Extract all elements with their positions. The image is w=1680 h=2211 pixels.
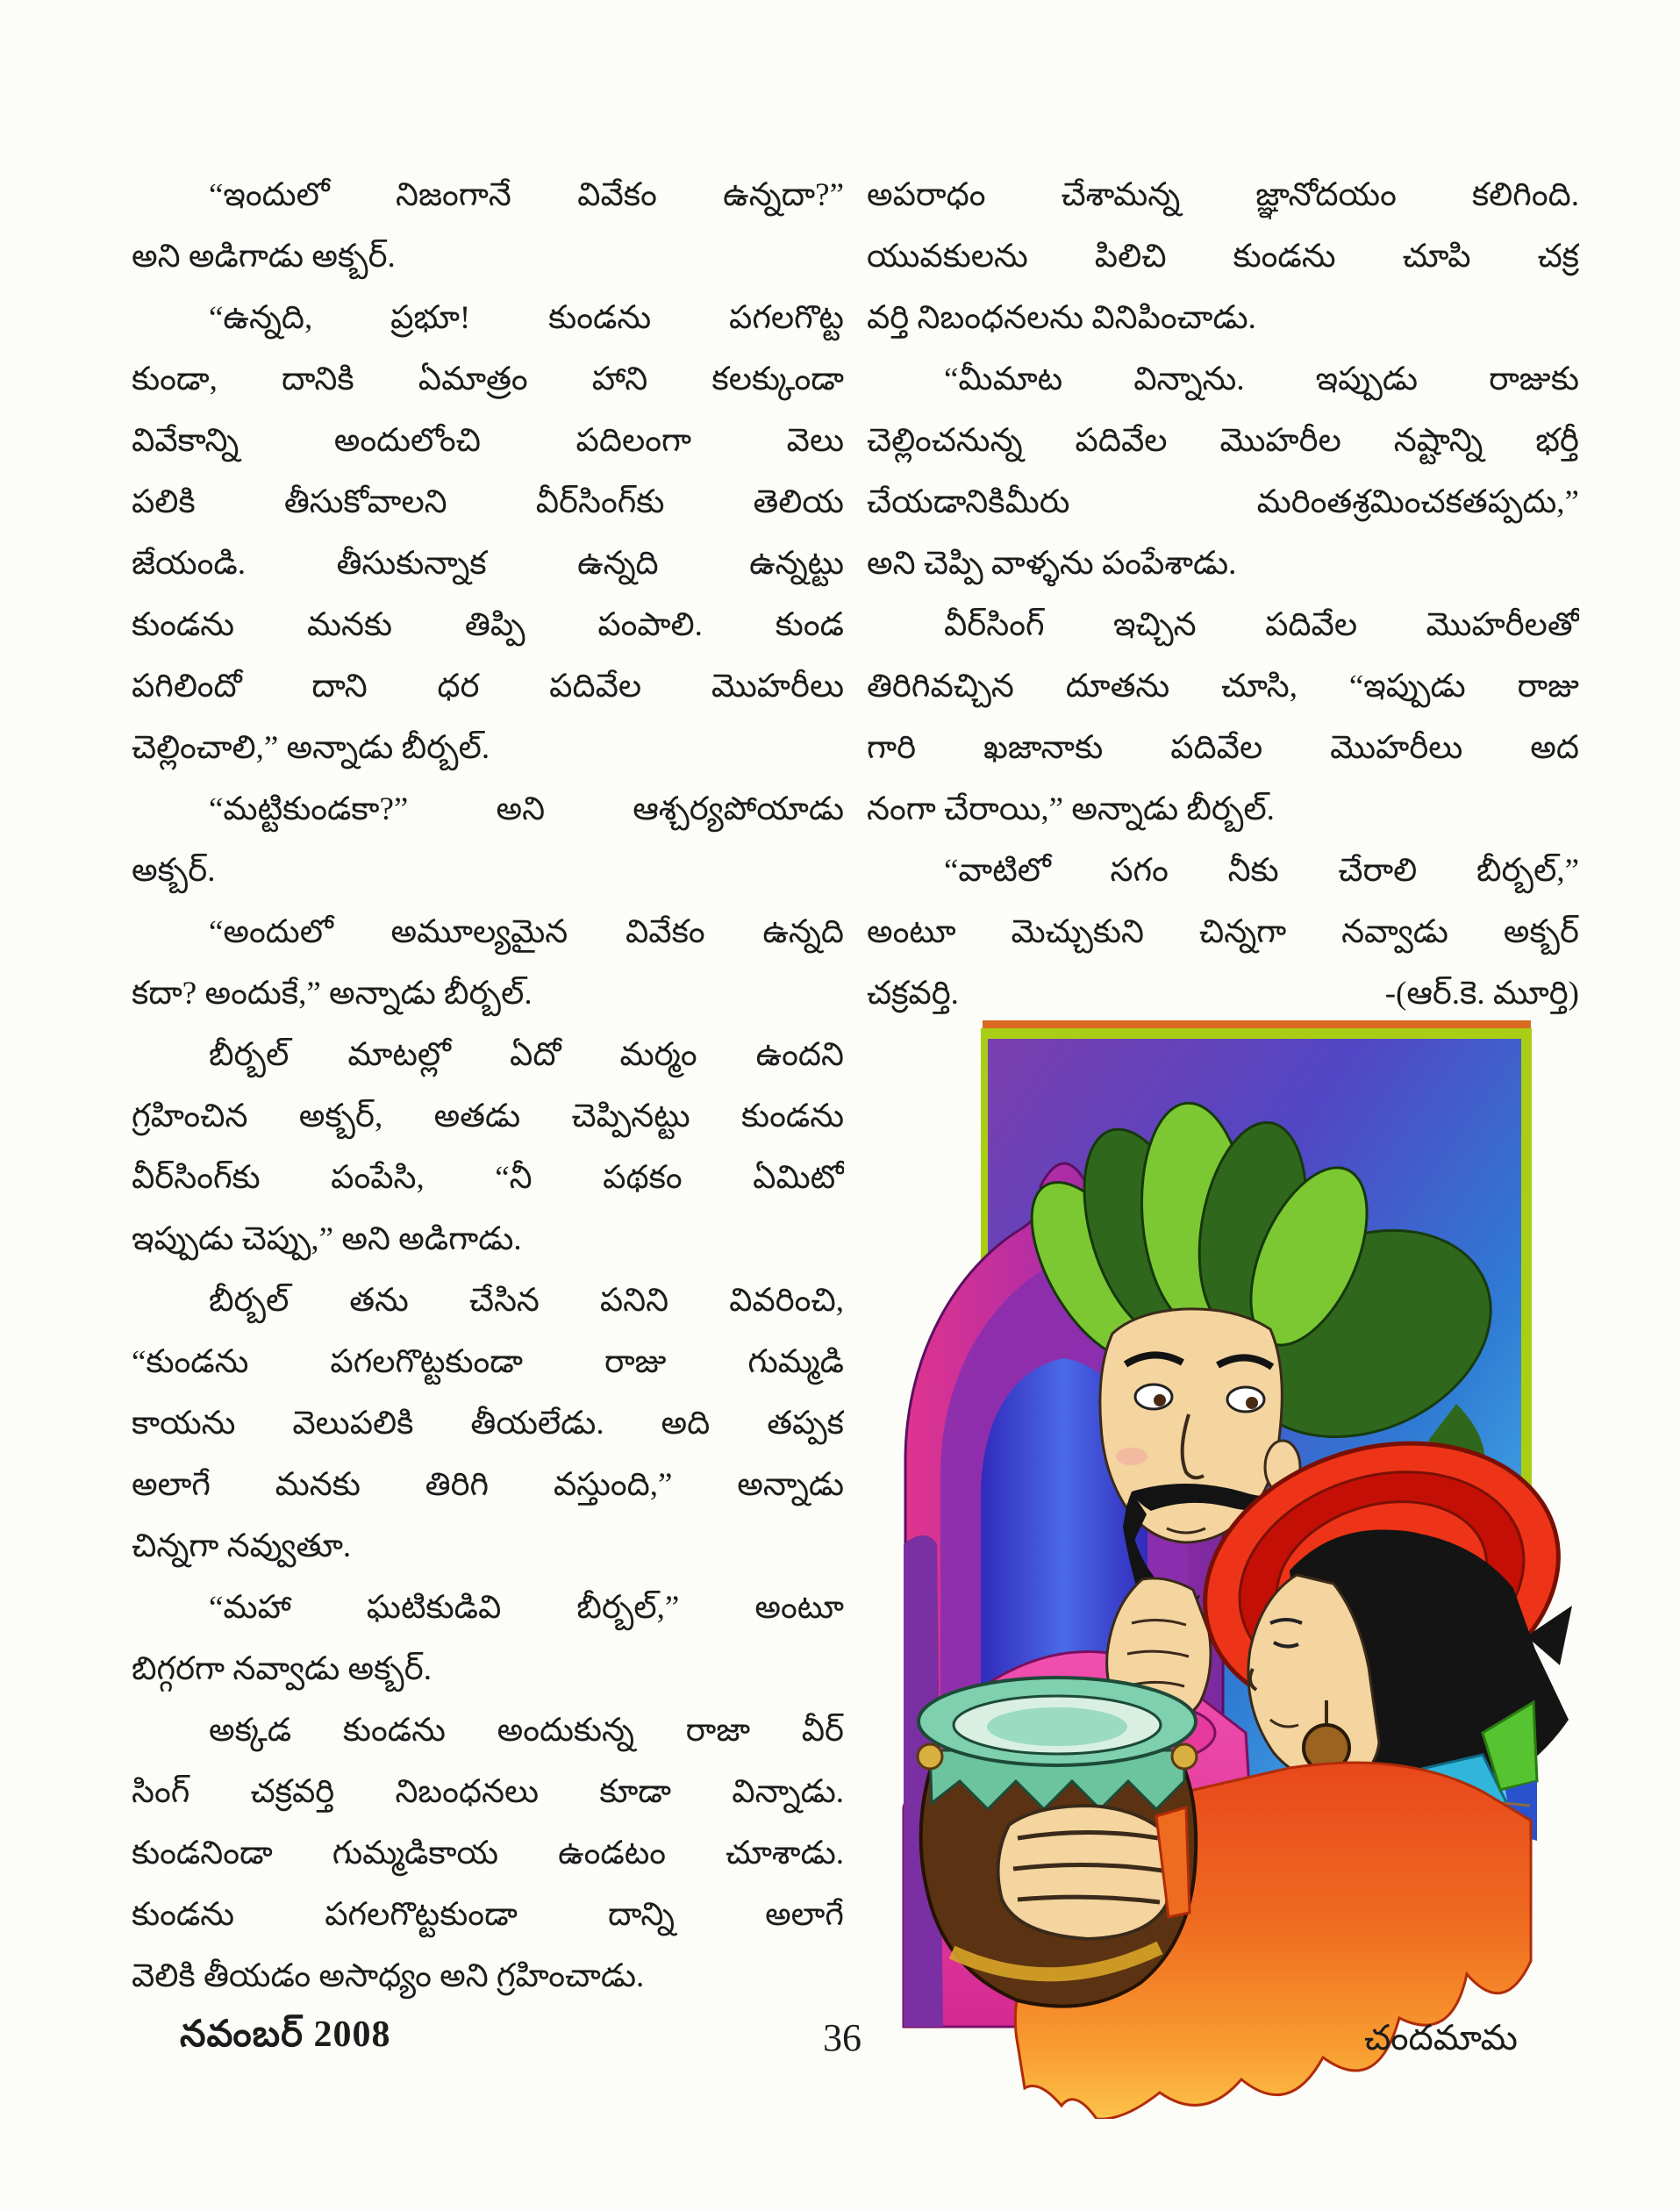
text-line: అలాగే మనకు తిరిగి వస్తుంది,” అన్నాడు (132, 1467, 844, 1503)
text-line: కుండను పగలగొట్టకుండా దాన్ని అలాగే (132, 1897, 844, 1933)
text-line: తిరిగివచ్చిన దూతను చూసి, “ఇప్పుడు రాజు (867, 669, 1579, 705)
text-line: చేయడానికిమీరు మరింతశ్రమించకతప్పదు,” (867, 484, 1579, 520)
text-line: “మట్టికుండకా?” అని ఆశ్చర్యపోయాడు (209, 791, 844, 827)
clay-pot (918, 1678, 1197, 2007)
text-line: చిన్నగా నవ్వుతూ. (132, 1528, 352, 1564)
text-line: బిగ్గరగా నవ్వాడు అక్బర్. (132, 1651, 432, 1687)
text-line: పగిలిందో దాని ధర పదివేల మొహరీలు (132, 669, 844, 705)
text-line: ఇప్పుడు చెప్పు,” అని అడిగాడు. (132, 1221, 522, 1257)
text-line: అక్బర్. (132, 853, 216, 889)
text-line: అని అడిగాడు అక్బర్. (132, 239, 396, 275)
story-illustration (890, 1013, 1575, 2119)
text-line: గ్రహించిన అక్బర్, అతడు చెప్పినట్టు కుండను (132, 1098, 844, 1134)
text-line: బీర్బల్ తను చేసిన పనిని వివరించి, (209, 1283, 844, 1319)
text-line: “వాటిలో సగం నీకు చేరాలి బీర్బల్,” (944, 853, 1579, 889)
page-footer (0, 2014, 1680, 2084)
text-line: యువకులను పిలిచి కుండను చూపి చక్ర (867, 239, 1579, 275)
left-text-column (132, 165, 844, 2007)
right-text-column (867, 165, 1579, 1025)
text-line: వీర్‌సింగ్‌కు పంపేసి, “నీ పథకం ఏమిటో (132, 1160, 844, 1196)
text-line: కుండనిండా గుమ్మడికాయ ఉండటం చూశాడు. (132, 1835, 844, 1871)
text-line: వెలికి తీయడం అసాధ్యం అని గ్రహించాడు. (132, 1958, 645, 1994)
text-line: “కుండను పగలగొట్టకుండా రాజు గుమ్మడి (132, 1344, 844, 1380)
text-line: కుండా, దానికి ఏమాత్రం హాని కలక్కుండా (132, 361, 844, 397)
text-line: వర్తి నిబంధనలను వినిపించాడు. (867, 300, 1256, 336)
text-line: కదా? అందుకే,” అన్నాడు బీర్బల్. (132, 976, 533, 1012)
text-line: కుండను మనకు తిప్పి పంపాలి. కుండ (132, 607, 844, 643)
footer-issue-date: నవంబర్ 2008 (180, 2014, 391, 2055)
text-line: “అందులో అమూల్యమైన వివేకం ఉన్నది (209, 914, 844, 950)
text-line: అపరాధం చేశామన్న జ్ఞానోదయం కలిగింది. (867, 177, 1579, 213)
hand-on-pot (998, 1806, 1172, 1939)
author-credit: -(ఆర్.కె. మూర్తి) (1384, 976, 1579, 1012)
text-line: చెల్లించాలి,” అన్నాడు బీర్బల్. (132, 730, 490, 766)
text-line: అంటూ మెచ్చుకుని చిన్నగా నవ్వాడు అక్బర్ (867, 914, 1579, 950)
text-line: వివేకాన్ని అందులోంచి పదిలంగా వెలు (132, 423, 844, 459)
text-line: జేయండి. తీసుకున్నాక ఉన్నది ఉన్నట్టు (132, 546, 844, 582)
text-line: నంగా చేరాయి,” అన్నాడు బీర్బల్. (867, 791, 1275, 827)
text-line: అక్కడ కుండను అందుకున్న రాజా వీర్ (209, 1713, 844, 1749)
text-line: బీర్బల్ మాటల్లో ఏదో మర్మం ఉందని (209, 1037, 844, 1073)
text-line: “మీమాట విన్నాను. ఇప్పుడు రాజుకు (944, 361, 1579, 397)
text-line: “ఇందులో నిజంగానే వివేకం ఉన్నదా?” (209, 177, 844, 213)
footer-magazine-name: చందమామ (1363, 2018, 1518, 2057)
text-line: పలికి తీసుకోవాలని వీర్‌సింగ్‌కు తెలియ (132, 484, 844, 520)
text-line: “ఉన్నది, ప్రభూ! కుండను పగలగొట్ట (209, 300, 844, 336)
text-line: వీర్‌సింగ్ ఇచ్చిన పదివేల మొహరీలతో (944, 607, 1579, 643)
text-line: చెల్లించనున్న పదివేల మొహరీల నష్టాన్ని భర్తీ (867, 423, 1579, 459)
text-line: కాయను వెలుపలికి తీయలేడు. అది తప్పక (132, 1406, 844, 1442)
text-line: “మహా ఘటికుడివి బీర్బల్,” అంటూ (209, 1590, 844, 1626)
text-line-left: చక్రవర్తి. (867, 976, 959, 1012)
text-line: సింగ్ చక్రవర్తి నిబంధనలు కూడా విన్నాడు. (132, 1774, 844, 1810)
text-line: అని చెప్పి వాళ్ళను పంపేశాడు. (867, 546, 1237, 582)
text-line: గారి ఖజానాకు పదివేల మొహరీలు అద (867, 730, 1579, 766)
footer-page-number: 36 (823, 2016, 861, 2059)
